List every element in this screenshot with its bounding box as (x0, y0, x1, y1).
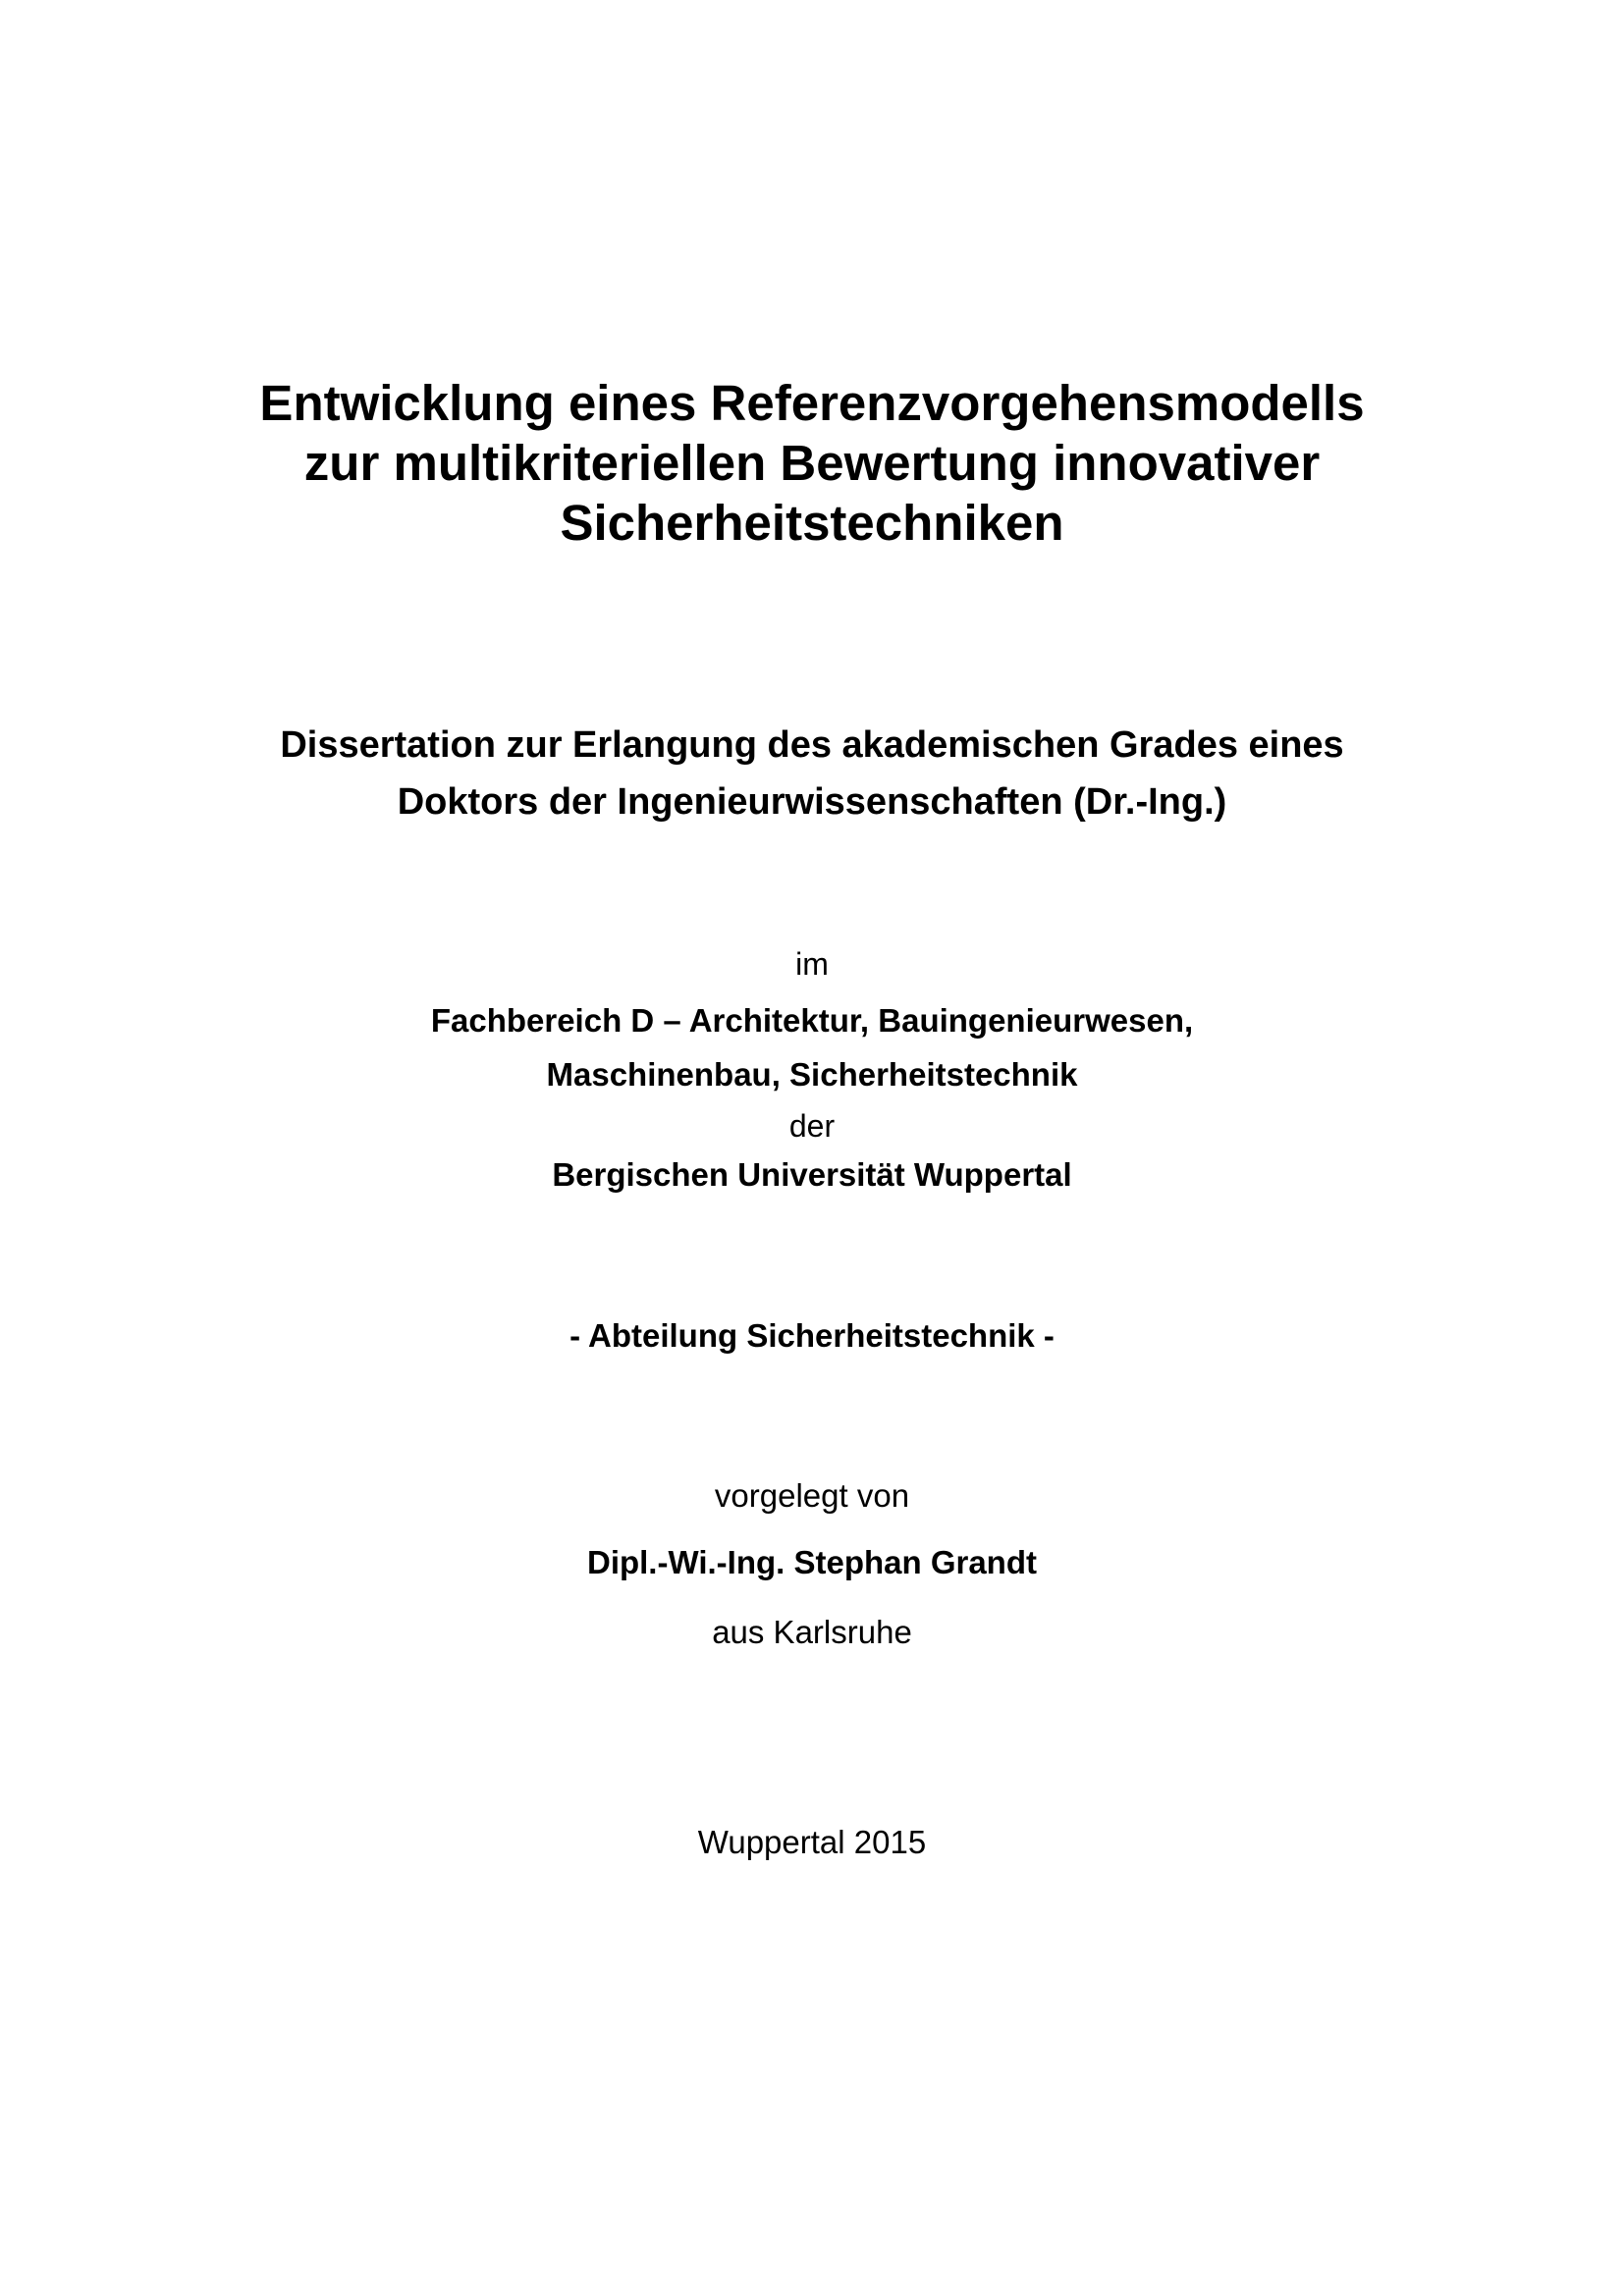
submitted-by-text: vorgelegt von (714, 1477, 910, 1514)
title-line: Entwicklung eines Referenzvorgehensmodells (259, 375, 1365, 431)
title-line: zur multikriteriellen Bewertung innovativer (303, 435, 1321, 491)
author-origin: aus Karlsruhe (712, 1614, 912, 1650)
department-name: - Abteilung Sicherheitstechnik - (569, 1317, 1055, 1354)
degree-statement (0, 717, 1624, 830)
dissertation-title (0, 373, 1624, 553)
degree-line: Doktors der Ingenieurwissenschaften (Dr.-Ing.) (397, 781, 1227, 823)
faculty-name (0, 993, 1624, 1101)
faculty-line: Fachbereich D – Architektur, Bauingenieurwesen, (430, 1002, 1194, 1039)
faculty-line: Maschinenbau, Sicherheitstechnik (546, 1056, 1078, 1093)
degree-line: Dissertation zur Erlangung des akademischen Grades eines (280, 724, 1344, 766)
author-name: Dipl.-Wi.-Ing. Stephan Grandt (586, 1544, 1037, 1580)
der-text: der (788, 1108, 836, 1144)
im-text: im (795, 946, 829, 982)
title-line: Sicherheitstechniken (560, 495, 1064, 551)
university-name: Bergischen Universität Wuppertal (552, 1156, 1072, 1193)
place-and-year: Wuppertal 2015 (697, 1824, 927, 1860)
